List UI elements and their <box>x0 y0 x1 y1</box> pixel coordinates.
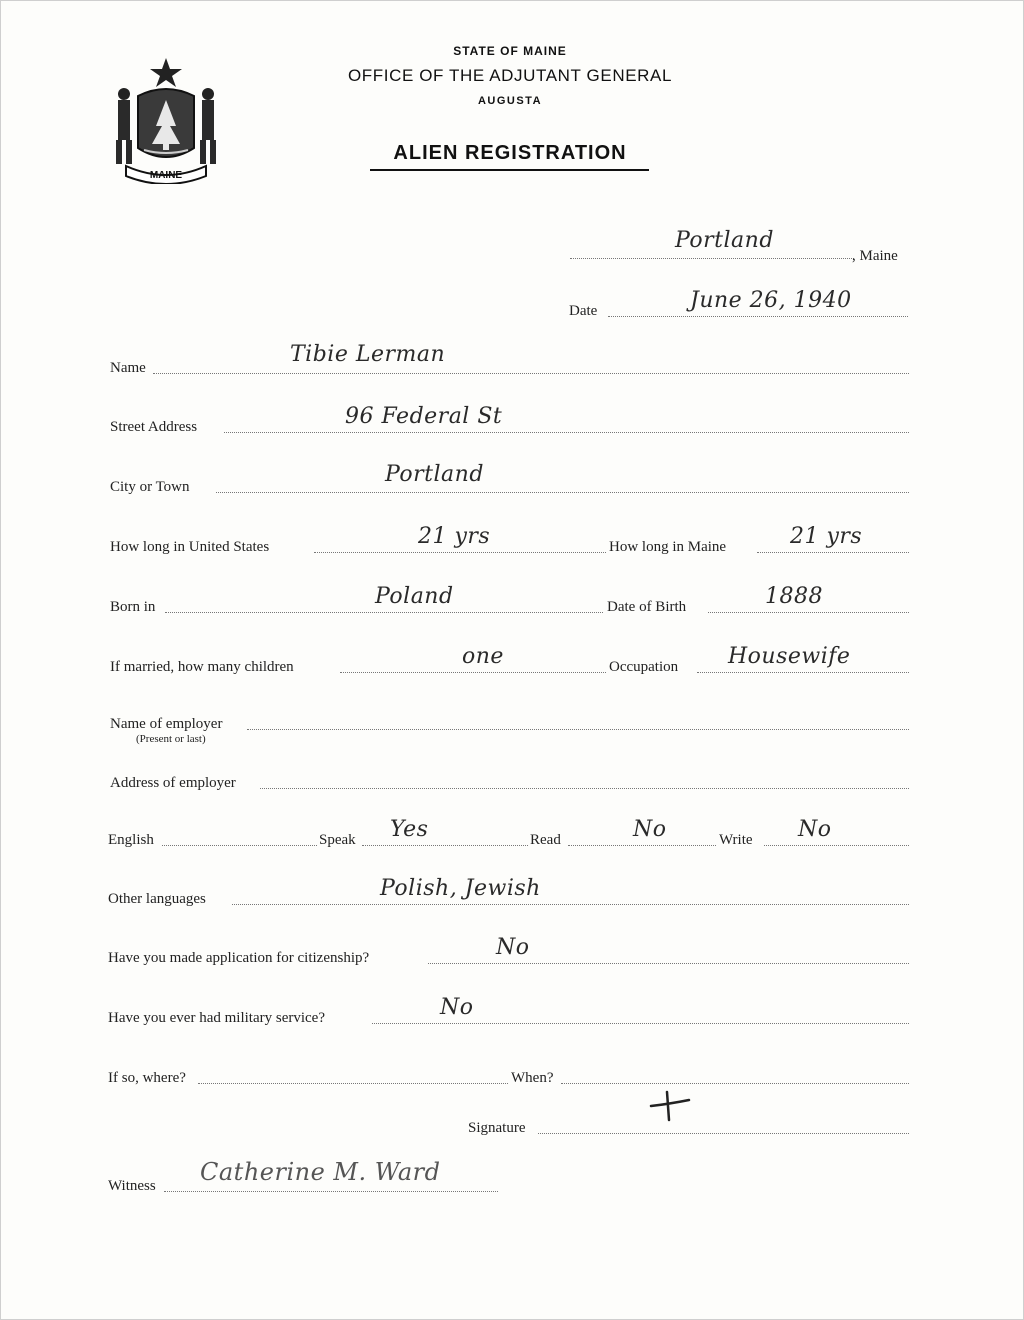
citizenship-value[interactable]: No <box>496 935 530 960</box>
military-label: Have you ever had military service? <box>108 1010 325 1026</box>
english-line <box>162 845 317 846</box>
title-underline <box>370 169 649 171</box>
occupation-label: Occupation <box>609 659 679 675</box>
city-label: City or Town <box>110 479 190 495</box>
dob-line <box>708 612 909 613</box>
us-duration-value[interactable]: 21 yrs <box>418 524 491 549</box>
header-city: AUGUSTA <box>477 95 543 107</box>
witness-label: Witness <box>108 1178 156 1194</box>
when-label: When? <box>511 1070 554 1086</box>
other-languages-label: Other languages <box>108 891 206 907</box>
born-in-line <box>165 612 603 613</box>
header-office: OFFICE OF THE ADJUTANT GENERAL <box>347 66 673 85</box>
header-state: STATE OF MAINE <box>453 44 567 58</box>
maine-duration-label: How long in Maine <box>609 539 727 555</box>
citizenship-line <box>428 963 909 964</box>
maine-duration-value[interactable]: 21 yrs <box>790 524 863 549</box>
signature-x-mark-icon[interactable] <box>645 1088 691 1124</box>
city-value[interactable]: Portland <box>385 462 484 487</box>
location-line <box>570 258 854 259</box>
name-label: Name <box>110 360 146 376</box>
employer-name-label: Name of employer <box>110 716 223 732</box>
military-line <box>372 1023 909 1024</box>
english-label: English <box>108 832 154 848</box>
name-value[interactable]: Tibie Lerman <box>290 342 446 367</box>
dob-label: Date of Birth <box>607 599 687 615</box>
date-label: Date <box>569 303 598 319</box>
born-in-value[interactable]: Poland <box>375 584 454 609</box>
where-label: If so, where? <box>108 1070 186 1086</box>
children-value[interactable]: one <box>462 644 504 669</box>
write-value[interactable]: No <box>798 817 832 842</box>
location-value[interactable]: Portland <box>675 228 774 253</box>
signature-line <box>538 1133 909 1134</box>
witness-value[interactable]: Catherine M. Ward <box>200 1158 441 1186</box>
write-label: Write <box>719 832 753 848</box>
occupation-line <box>697 672 909 673</box>
military-value[interactable]: No <box>440 995 474 1020</box>
speak-line <box>362 845 528 846</box>
witness-line <box>164 1191 498 1192</box>
read-value[interactable]: No <box>633 817 667 842</box>
city-line <box>216 492 909 493</box>
speak-label: Speak <box>319 832 356 848</box>
employer-name-sublabel: (Present or last) <box>136 733 206 745</box>
write-line <box>764 845 909 846</box>
date-line <box>608 316 908 317</box>
us-duration-label: How long in United States <box>110 539 270 555</box>
form-title: ALIEN REGISTRATION <box>393 142 627 164</box>
name-line <box>153 373 909 374</box>
street-value[interactable]: 96 Federal St <box>345 404 503 429</box>
children-line <box>340 672 606 673</box>
speak-value[interactable]: Yes <box>390 817 429 842</box>
where-line <box>198 1083 508 1084</box>
seal-label: MAINE <box>149 170 183 181</box>
when-line <box>561 1083 909 1084</box>
maine-seal-icon <box>110 56 222 184</box>
children-label: If married, how many children <box>110 659 294 675</box>
dob-value[interactable]: 1888 <box>765 584 823 609</box>
other-languages-line <box>232 904 909 905</box>
date-value[interactable]: June 26, 1940 <box>690 288 852 313</box>
occupation-value[interactable]: Housewife <box>728 644 851 669</box>
street-line <box>224 432 909 433</box>
employer-name-line <box>247 729 909 730</box>
born-in-label: Born in <box>110 599 156 615</box>
signature-label: Signature <box>468 1120 526 1136</box>
us-duration-line <box>314 552 606 553</box>
citizenship-label: Have you made application for citizenship? <box>108 950 370 966</box>
street-label: Street Address <box>110 419 198 435</box>
other-languages-value[interactable]: Polish, Jewish <box>380 876 541 901</box>
maine-duration-line <box>757 552 909 553</box>
read-line <box>568 845 716 846</box>
employer-address-line <box>260 788 909 789</box>
location-suffix: , Maine <box>852 248 898 264</box>
employer-address-label: Address of employer <box>110 775 236 791</box>
read-label: Read <box>530 832 561 848</box>
